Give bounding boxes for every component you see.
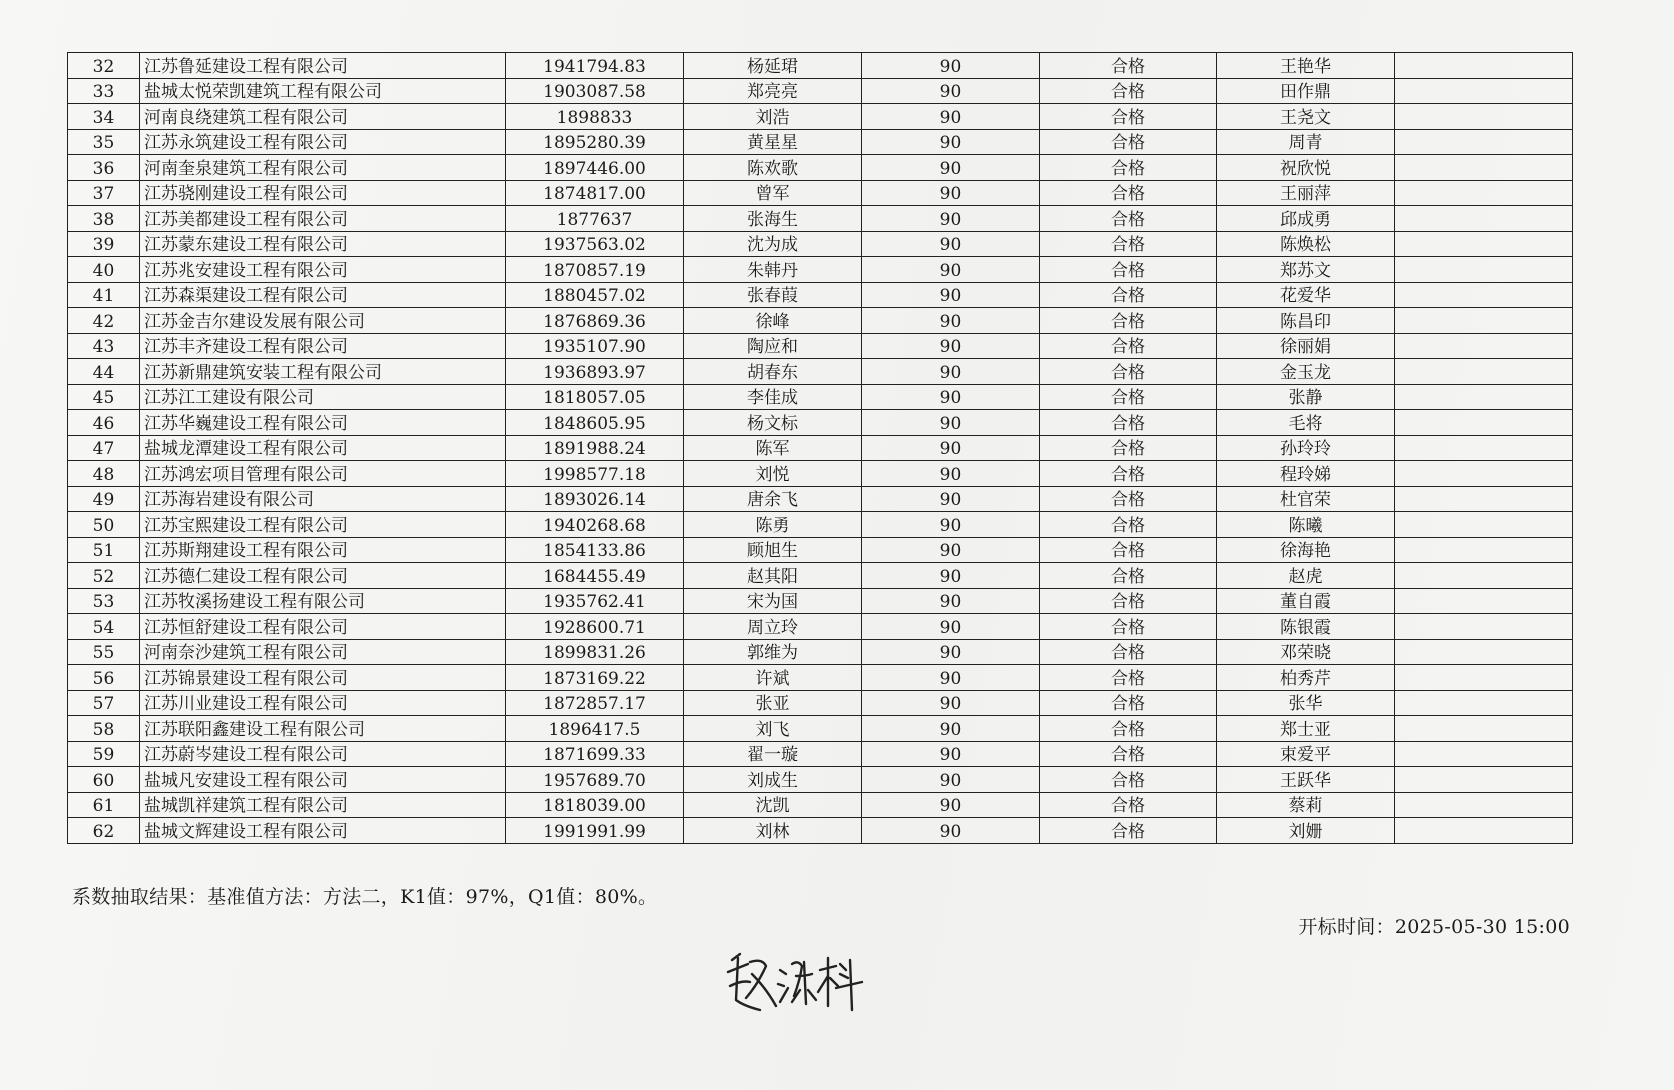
score-cell: 90 <box>862 282 1040 308</box>
score-cell: 90 <box>862 129 1040 155</box>
remark-cell <box>1395 104 1573 130</box>
project-manager-cell: 毛将 <box>1217 410 1395 436</box>
table-row <box>68 818 1573 844</box>
row-number-cell: 32 <box>68 53 140 79</box>
project-manager-cell: 张静 <box>1217 384 1395 410</box>
company-name-cell: 江苏鲁延建设工程有限公司 <box>140 53 506 79</box>
row-number-cell: 47 <box>68 435 140 461</box>
score-cell: 90 <box>862 206 1040 232</box>
row-number-cell: 43 <box>68 333 140 359</box>
row-number-cell: 49 <box>68 486 140 512</box>
table-row <box>68 308 1573 334</box>
remark-cell <box>1395 231 1573 257</box>
bidder-contact-cell: 朱韩丹 <box>684 257 862 283</box>
table-row <box>68 206 1573 232</box>
remark-cell <box>1395 129 1573 155</box>
table-row <box>68 614 1573 640</box>
score-cell: 90 <box>862 461 1040 487</box>
qualification-result-cell: 合格 <box>1040 257 1217 283</box>
company-name-cell: 江苏海岩建设有限公司 <box>140 486 506 512</box>
remark-cell <box>1395 818 1573 844</box>
bidder-contact-cell: 沈凯 <box>684 792 862 818</box>
qualification-result-cell: 合格 <box>1040 486 1217 512</box>
project-manager-cell: 程玲娣 <box>1217 461 1395 487</box>
project-manager-cell: 徐海艳 <box>1217 537 1395 563</box>
row-number-cell: 44 <box>68 359 140 385</box>
bid-price-cell: 1998577.18 <box>506 461 684 487</box>
table-row <box>68 257 1573 283</box>
score-cell: 90 <box>862 155 1040 181</box>
bidder-contact-cell: 刘林 <box>684 818 862 844</box>
row-number-cell: 35 <box>68 129 140 155</box>
qualification-result-cell: 合格 <box>1040 53 1217 79</box>
table-row <box>68 767 1573 793</box>
bid-price-cell: 1957689.70 <box>506 767 684 793</box>
bid-price-cell: 1893026.14 <box>506 486 684 512</box>
qualification-result-cell: 合格 <box>1040 410 1217 436</box>
row-number-cell: 54 <box>68 614 140 640</box>
qualification-result-cell: 合格 <box>1040 206 1217 232</box>
project-manager-cell: 花爱华 <box>1217 282 1395 308</box>
row-number-cell: 42 <box>68 308 140 334</box>
remark-cell <box>1395 308 1573 334</box>
remark-cell <box>1395 257 1573 283</box>
remark-cell <box>1395 155 1573 181</box>
project-manager-cell: 周青 <box>1217 129 1395 155</box>
company-name-cell: 江苏江工建设有限公司 <box>140 384 506 410</box>
table-row <box>68 741 1573 767</box>
bid-price-cell: 1940268.68 <box>506 512 684 538</box>
bidder-contact-cell: 曾军 <box>684 180 862 206</box>
remark-cell <box>1395 665 1573 691</box>
bid-price-cell: 1935107.90 <box>506 333 684 359</box>
score-cell: 90 <box>862 308 1040 334</box>
row-number-cell: 48 <box>68 461 140 487</box>
company-name-cell: 江苏丰齐建设工程有限公司 <box>140 333 506 359</box>
qualification-result-cell: 合格 <box>1040 665 1217 691</box>
remark-cell <box>1395 792 1573 818</box>
remark-cell <box>1395 410 1573 436</box>
table-row <box>68 486 1573 512</box>
bid-price-cell: 1936893.97 <box>506 359 684 385</box>
bidder-contact-cell: 杨延珺 <box>684 53 862 79</box>
company-name-cell: 江苏兆安建设工程有限公司 <box>140 257 506 283</box>
project-manager-cell: 刘姗 <box>1217 818 1395 844</box>
company-name-cell: 盐城文辉建设工程有限公司 <box>140 818 506 844</box>
score-cell: 90 <box>862 639 1040 665</box>
project-manager-cell: 邓荣晓 <box>1217 639 1395 665</box>
company-name-cell: 江苏新鼎建筑安装工程有限公司 <box>140 359 506 385</box>
score-cell: 90 <box>862 333 1040 359</box>
qualification-result-cell: 合格 <box>1040 512 1217 538</box>
table-row <box>68 639 1573 665</box>
company-name-cell: 江苏德仁建设工程有限公司 <box>140 563 506 589</box>
remark-cell <box>1395 435 1573 461</box>
row-number-cell: 58 <box>68 716 140 742</box>
remark-cell <box>1395 333 1573 359</box>
remark-cell <box>1395 741 1573 767</box>
qualification-result-cell: 合格 <box>1040 563 1217 589</box>
project-manager-cell: 王跃华 <box>1217 767 1395 793</box>
score-cell: 90 <box>862 690 1040 716</box>
qualification-result-cell: 合格 <box>1040 716 1217 742</box>
row-number-cell: 51 <box>68 537 140 563</box>
bid-price-cell: 1897446.00 <box>506 155 684 181</box>
row-number-cell: 38 <box>68 206 140 232</box>
score-cell: 90 <box>862 614 1040 640</box>
score-cell: 90 <box>862 78 1040 104</box>
row-number-cell: 56 <box>68 665 140 691</box>
row-number-cell: 62 <box>68 818 140 844</box>
remark-cell <box>1395 78 1573 104</box>
qualification-result-cell: 合格 <box>1040 639 1217 665</box>
project-manager-cell: 赵虎 <box>1217 563 1395 589</box>
remark-cell <box>1395 206 1573 232</box>
table-row <box>68 384 1573 410</box>
score-cell: 90 <box>862 741 1040 767</box>
row-number-cell: 40 <box>68 257 140 283</box>
bid-price-cell: 1891988.24 <box>506 435 684 461</box>
table-row <box>68 282 1573 308</box>
row-number-cell: 57 <box>68 690 140 716</box>
table-row <box>68 180 1573 206</box>
table-row <box>68 563 1573 589</box>
bidder-contact-cell: 黄星星 <box>684 129 862 155</box>
company-name-cell: 江苏宝熙建设工程有限公司 <box>140 512 506 538</box>
table-body <box>68 53 1573 844</box>
company-name-cell: 河南良绕建筑工程有限公司 <box>140 104 506 130</box>
company-name-cell: 江苏华巍建设工程有限公司 <box>140 410 506 436</box>
table-row <box>68 690 1573 716</box>
bid-price-cell: 1872857.17 <box>506 690 684 716</box>
bidder-contact-cell: 刘悦 <box>684 461 862 487</box>
company-name-cell: 江苏联阳鑫建设工程有限公司 <box>140 716 506 742</box>
bidder-contact-cell: 郑亮亮 <box>684 78 862 104</box>
qualification-result-cell: 合格 <box>1040 741 1217 767</box>
qualification-result-cell: 合格 <box>1040 792 1217 818</box>
table-row <box>68 665 1573 691</box>
project-manager-cell: 祝欣悦 <box>1217 155 1395 181</box>
qualification-result-cell: 合格 <box>1040 690 1217 716</box>
company-name-cell: 盐城龙潭建设工程有限公司 <box>140 435 506 461</box>
bidder-contact-cell: 陈军 <box>684 435 862 461</box>
bidder-contact-cell: 唐余飞 <box>684 486 862 512</box>
bid-price-cell: 1684455.49 <box>506 563 684 589</box>
company-name-cell: 江苏蔚岑建设工程有限公司 <box>140 741 506 767</box>
row-number-cell: 34 <box>68 104 140 130</box>
qualification-result-cell: 合格 <box>1040 308 1217 334</box>
row-number-cell: 37 <box>68 180 140 206</box>
project-manager-cell: 王丽萍 <box>1217 180 1395 206</box>
qualification-result-cell: 合格 <box>1040 282 1217 308</box>
bid-price-cell: 1991991.99 <box>506 818 684 844</box>
row-number-cell: 53 <box>68 588 140 614</box>
table-row <box>68 53 1573 79</box>
bidder-contact-cell: 张海生 <box>684 206 862 232</box>
score-cell: 90 <box>862 665 1040 691</box>
score-cell: 90 <box>862 818 1040 844</box>
score-cell: 90 <box>862 537 1040 563</box>
table-row <box>68 461 1573 487</box>
remark-cell <box>1395 537 1573 563</box>
bidder-contact-cell: 陶应和 <box>684 333 862 359</box>
company-name-cell: 江苏森渠建设工程有限公司 <box>140 282 506 308</box>
bidder-contact-cell: 赵其阳 <box>684 563 862 589</box>
bid-price-cell: 1896417.5 <box>506 716 684 742</box>
table-row <box>68 231 1573 257</box>
bid-price-cell: 1818057.05 <box>506 384 684 410</box>
table-row <box>68 410 1573 436</box>
project-manager-cell: 王尧文 <box>1217 104 1395 130</box>
bidder-contact-cell: 胡春东 <box>684 359 862 385</box>
company-name-cell: 河南奎泉建筑工程有限公司 <box>140 155 506 181</box>
table-row <box>68 435 1573 461</box>
qualification-result-cell: 合格 <box>1040 461 1217 487</box>
bid-price-cell: 1877637 <box>506 206 684 232</box>
bid-open-time: 开标时间：2025-05-30 15:00 <box>1298 916 1570 938</box>
bid-price-cell: 1898833 <box>506 104 684 130</box>
qualification-result-cell: 合格 <box>1040 588 1217 614</box>
qualification-result-cell: 合格 <box>1040 818 1217 844</box>
score-cell: 90 <box>862 792 1040 818</box>
bidder-contact-cell: 许斌 <box>684 665 862 691</box>
table-row <box>68 104 1573 130</box>
bid-price-cell: 1935762.41 <box>506 588 684 614</box>
score-cell: 90 <box>862 180 1040 206</box>
table-row <box>68 359 1573 385</box>
row-number-cell: 45 <box>68 384 140 410</box>
row-number-cell: 50 <box>68 512 140 538</box>
row-number-cell: 36 <box>68 155 140 181</box>
project-manager-cell: 邱成勇 <box>1217 206 1395 232</box>
project-manager-cell: 束爱平 <box>1217 741 1395 767</box>
remark-cell <box>1395 614 1573 640</box>
remark-cell <box>1395 512 1573 538</box>
score-cell: 90 <box>862 257 1040 283</box>
company-name-cell: 江苏永筑建设工程有限公司 <box>140 129 506 155</box>
qualification-result-cell: 合格 <box>1040 767 1217 793</box>
remark-cell <box>1395 384 1573 410</box>
qualification-result-cell: 合格 <box>1040 231 1217 257</box>
row-number-cell: 39 <box>68 231 140 257</box>
remark-cell <box>1395 588 1573 614</box>
table-row <box>68 512 1573 538</box>
score-cell: 90 <box>862 767 1040 793</box>
project-manager-cell: 孙玲玲 <box>1217 435 1395 461</box>
qualification-result-cell: 合格 <box>1040 104 1217 130</box>
qualification-result-cell: 合格 <box>1040 333 1217 359</box>
bidder-contact-cell: 宋为国 <box>684 588 862 614</box>
bidder-contact-cell: 陈勇 <box>684 512 862 538</box>
bid-price-cell: 1870857.19 <box>506 257 684 283</box>
project-manager-cell: 陈曦 <box>1217 512 1395 538</box>
table-row <box>68 155 1573 181</box>
company-name-cell: 江苏川业建设工程有限公司 <box>140 690 506 716</box>
bidder-contact-cell: 杨文标 <box>684 410 862 436</box>
table-row <box>68 129 1573 155</box>
remark-cell <box>1395 461 1573 487</box>
bidder-contact-cell: 刘浩 <box>684 104 862 130</box>
table-row <box>68 333 1573 359</box>
bidder-contact-cell: 张春葭 <box>684 282 862 308</box>
score-cell: 90 <box>862 512 1040 538</box>
row-number-cell: 33 <box>68 78 140 104</box>
remark-cell <box>1395 690 1573 716</box>
company-name-cell: 江苏鸿宏项目管理有限公司 <box>140 461 506 487</box>
company-name-cell: 盐城太悦荣凯建筑工程有限公司 <box>140 78 506 104</box>
row-number-cell: 61 <box>68 792 140 818</box>
bid-price-cell: 1876869.36 <box>506 308 684 334</box>
bidder-contact-cell: 陈欢歌 <box>684 155 862 181</box>
company-name-cell: 江苏斯翔建设工程有限公司 <box>140 537 506 563</box>
bidder-contact-cell: 顾旭生 <box>684 537 862 563</box>
score-cell: 90 <box>862 588 1040 614</box>
score-cell: 90 <box>862 231 1040 257</box>
company-name-cell: 江苏金吉尔建设发展有限公司 <box>140 308 506 334</box>
project-manager-cell: 金玉龙 <box>1217 359 1395 385</box>
project-manager-cell: 陈银霞 <box>1217 614 1395 640</box>
bidder-contact-cell: 刘飞 <box>684 716 862 742</box>
bid-price-cell: 1941794.83 <box>506 53 684 79</box>
score-cell: 90 <box>862 486 1040 512</box>
project-manager-cell: 杜官荣 <box>1217 486 1395 512</box>
remark-cell <box>1395 486 1573 512</box>
qualification-result-cell: 合格 <box>1040 180 1217 206</box>
bidder-contact-cell: 张亚 <box>684 690 862 716</box>
bid-price-cell: 1928600.71 <box>506 614 684 640</box>
bid-price-cell: 1848605.95 <box>506 410 684 436</box>
row-number-cell: 41 <box>68 282 140 308</box>
table-row <box>68 537 1573 563</box>
bidder-contact-cell: 沈为成 <box>684 231 862 257</box>
qualification-result-cell: 合格 <box>1040 614 1217 640</box>
remark-cell <box>1395 53 1573 79</box>
remark-cell <box>1395 716 1573 742</box>
bid-price-cell: 1899831.26 <box>506 639 684 665</box>
company-name-cell: 江苏美都建设工程有限公司 <box>140 206 506 232</box>
company-name-cell: 江苏骁刚建设工程有限公司 <box>140 180 506 206</box>
remark-cell <box>1395 767 1573 793</box>
bidder-contact-cell: 李佳成 <box>684 384 862 410</box>
remark-cell <box>1395 180 1573 206</box>
bid-price-cell: 1895280.39 <box>506 129 684 155</box>
bid-price-cell: 1903087.58 <box>506 78 684 104</box>
company-name-cell: 盐城凡安建设工程有限公司 <box>140 767 506 793</box>
project-manager-cell: 郑士亚 <box>1217 716 1395 742</box>
bidder-contact-cell: 郭维为 <box>684 639 862 665</box>
table-row <box>68 588 1573 614</box>
qualification-result-cell: 合格 <box>1040 359 1217 385</box>
qualification-result-cell: 合格 <box>1040 155 1217 181</box>
project-manager-cell: 王艳华 <box>1217 53 1395 79</box>
company-name-cell: 盐城凯祥建筑工程有限公司 <box>140 792 506 818</box>
remark-cell <box>1395 563 1573 589</box>
bid-price-cell: 1873169.22 <box>506 665 684 691</box>
remark-cell <box>1395 282 1573 308</box>
remark-cell <box>1395 639 1573 665</box>
bidder-contact-cell: 翟一璇 <box>684 741 862 767</box>
bid-price-cell: 1871699.33 <box>506 741 684 767</box>
project-manager-cell: 陈焕松 <box>1217 231 1395 257</box>
score-cell: 90 <box>862 53 1040 79</box>
bidder-contact-cell: 刘成生 <box>684 767 862 793</box>
qualification-result-cell: 合格 <box>1040 129 1217 155</box>
score-cell: 90 <box>862 435 1040 461</box>
bid-price-cell: 1880457.02 <box>506 282 684 308</box>
bidder-contact-cell: 徐峰 <box>684 308 862 334</box>
coefficient-result-note: 系数抽取结果：基准值方法：方法二，K1值：97%，Q1值：80%。 <box>72 886 658 908</box>
qualification-result-cell: 合格 <box>1040 78 1217 104</box>
handwritten-signature <box>722 940 872 1018</box>
qualification-result-cell: 合格 <box>1040 384 1217 410</box>
bid-results-table <box>67 52 1573 844</box>
table-row <box>68 716 1573 742</box>
score-cell: 90 <box>862 716 1040 742</box>
row-number-cell: 60 <box>68 767 140 793</box>
company-name-cell: 河南奈沙建筑工程有限公司 <box>140 639 506 665</box>
row-number-cell: 46 <box>68 410 140 436</box>
bid-price-cell: 1937563.02 <box>506 231 684 257</box>
remark-cell <box>1395 359 1573 385</box>
bid-price-cell: 1854133.86 <box>506 537 684 563</box>
row-number-cell: 55 <box>68 639 140 665</box>
project-manager-cell: 董自霞 <box>1217 588 1395 614</box>
table-row <box>68 78 1573 104</box>
row-number-cell: 59 <box>68 741 140 767</box>
company-name-cell: 江苏蒙东建设工程有限公司 <box>140 231 506 257</box>
project-manager-cell: 郑苏文 <box>1217 257 1395 283</box>
project-manager-cell: 徐丽娟 <box>1217 333 1395 359</box>
bid-price-cell: 1874817.00 <box>506 180 684 206</box>
company-name-cell: 江苏牧溪扬建设工程有限公司 <box>140 588 506 614</box>
company-name-cell: 江苏锦景建设工程有限公司 <box>140 665 506 691</box>
score-cell: 90 <box>862 563 1040 589</box>
score-cell: 90 <box>862 104 1040 130</box>
bidder-contact-cell: 周立玲 <box>684 614 862 640</box>
project-manager-cell: 田作鼎 <box>1217 78 1395 104</box>
project-manager-cell: 陈昌印 <box>1217 308 1395 334</box>
qualification-result-cell: 合格 <box>1040 435 1217 461</box>
company-name-cell: 江苏恒舒建设工程有限公司 <box>140 614 506 640</box>
project-manager-cell: 柏秀芹 <box>1217 665 1395 691</box>
row-number-cell: 52 <box>68 563 140 589</box>
score-cell: 90 <box>862 359 1040 385</box>
score-cell: 90 <box>862 384 1040 410</box>
project-manager-cell: 蔡莉 <box>1217 792 1395 818</box>
bid-price-cell: 1818039.00 <box>506 792 684 818</box>
score-cell: 90 <box>862 410 1040 436</box>
qualification-result-cell: 合格 <box>1040 537 1217 563</box>
project-manager-cell: 张华 <box>1217 690 1395 716</box>
table-row <box>68 792 1573 818</box>
